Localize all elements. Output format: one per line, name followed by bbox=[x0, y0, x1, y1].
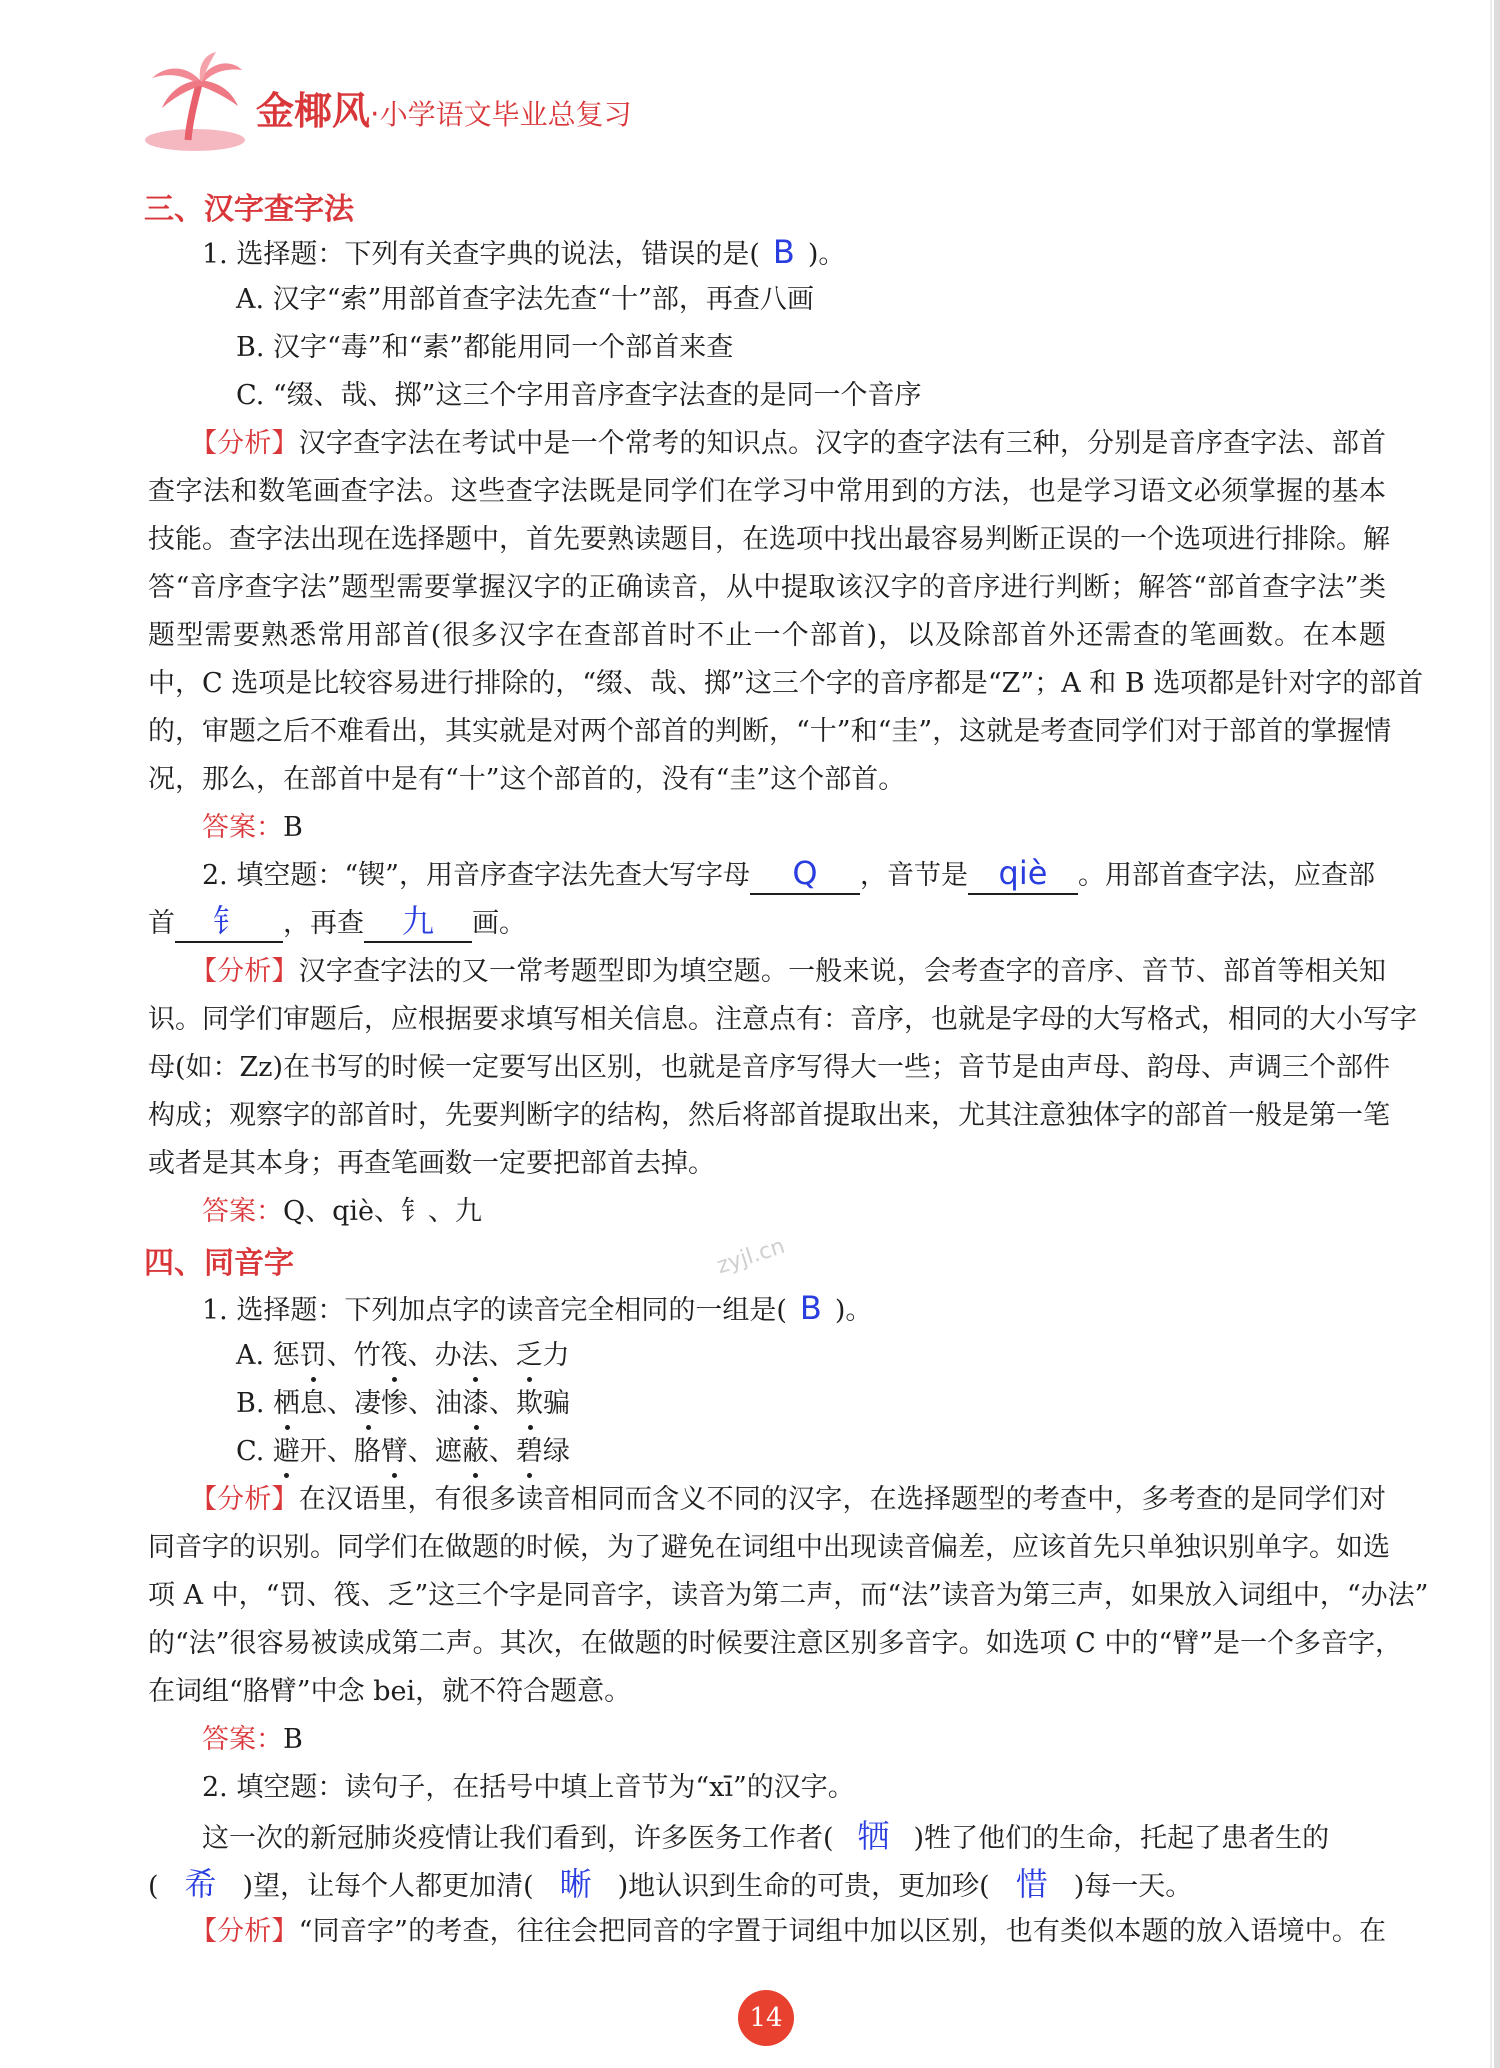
section-title-4: 四、同音字 bbox=[144, 1246, 294, 1281]
analysis-line: 项 A 中，“罚、筏、乏”这三个字是同音字，读音为第二声，而“法”读音为第三声，如果放入词组中，“办法” bbox=[148, 1580, 1429, 1611]
watermark: zyjl.cn bbox=[713, 1233, 788, 1280]
dotted-char: 臂 bbox=[381, 1432, 408, 1472]
option-b: B. 汉字“毒”和“素”都能用同一个部首来查 bbox=[236, 332, 734, 363]
section-title-3: 三、汉字查字法 bbox=[144, 192, 354, 227]
analysis-line: 【分析】在汉语里，有很多读音相同而含义不同的汉字，在选择题型的考查中，多考查的是同学们对 bbox=[190, 1484, 1387, 1515]
dotted-char: 法 bbox=[462, 1336, 489, 1376]
analysis-line: 母(如：Zz)在书写的时候一定要写出区别，也就是音序写得大一些；音节是由声母、韵母、声调三个部件 bbox=[148, 1052, 1391, 1083]
handwritten-answer: 九 bbox=[401, 902, 434, 940]
analysis-line: 况，那么，在部首中是有“十”这个部首的，没有“圭”这个部首。 bbox=[148, 764, 906, 795]
analysis-tag: 【分析】 bbox=[190, 1484, 299, 1515]
option-c: C. “缀、哉、掷”这三个字用音序查字法查的是同一个音序 bbox=[236, 380, 922, 411]
handwritten-answer: qiè bbox=[998, 854, 1048, 892]
dotted-char: 筏 bbox=[381, 1336, 408, 1376]
analysis-line: 构成；观察字的部首时，先要判断字的结构，然后将部首提取出来，尤其注意独体字的部首一般是第一笔 bbox=[148, 1100, 1390, 1131]
question-stem: 1. 选择题：下列有关查字典的说法，错误的是( bbox=[202, 239, 760, 270]
option-a: A. 惩罚、竹筏、办法、乏力 bbox=[236, 1336, 570, 1376]
answer-3-2 bbox=[202, 1192, 482, 1232]
analysis-line: 的“法”很容易被读成第二声。其次，在做题的时候要注意区别多音字。如选项 C 中的“臂”是一个多音字， bbox=[148, 1628, 1403, 1659]
brand-subtitle: 小学语文毕业总复习 bbox=[379, 98, 632, 131]
answer-label: 答案： bbox=[202, 1196, 283, 1227]
option-c: C. 避开、胳臂、遮蔽、碧绿 bbox=[236, 1432, 570, 1472]
analysis-tag: 【分析】 bbox=[190, 428, 299, 459]
blank-4 bbox=[364, 904, 472, 943]
analysis-line: 在词组“胳臂”中念 bei，就不符合题意。 bbox=[148, 1676, 632, 1707]
analysis-line: 题型需要熟悉常用部首(很多汉字在查部首时不止一个部首)，以及除部首外还需查的笔画数。在本题 bbox=[148, 620, 1386, 651]
answer-4-1 bbox=[202, 1720, 303, 1760]
analysis-line: 查字法和数笔画查字法。这些查字法既是同学们在学习中常用到的方法，也是学习语文必须掌握的基本 bbox=[148, 476, 1386, 507]
question-4-2: 2. 填空题：读句子，在括号中填上音节为“xī”的汉字。 bbox=[202, 1772, 855, 1803]
blank-1 bbox=[750, 856, 860, 895]
palm-tree-logo-icon bbox=[140, 52, 250, 152]
question-3-1 bbox=[202, 232, 845, 275]
analysis-line: 【分析】汉字查字法在考试中是一个常考的知识点。汉字的查字法有三种，分别是音序查字法、部首 bbox=[190, 428, 1387, 459]
dotted-char: 漆 bbox=[462, 1384, 489, 1424]
question-stem-end: )。 bbox=[807, 239, 846, 270]
dotted-char: 避 bbox=[273, 1432, 300, 1472]
answer-value: Q、qiè、钅、九 bbox=[283, 1196, 483, 1227]
header bbox=[140, 52, 660, 152]
answer-3-1 bbox=[202, 808, 303, 848]
page-edge-line bbox=[1490, 0, 1492, 2068]
question-4-1: 1. 选择题：下列加点字的读音完全相同的一组是( B )。 bbox=[202, 1289, 873, 1327]
dotted-char: 蔽 bbox=[462, 1432, 489, 1472]
dotted-char: 乏 bbox=[516, 1336, 543, 1376]
answer-label: 答案： bbox=[202, 812, 283, 843]
analysis-line: 的，审题之后不难看出，其实就是对两个部首的判断，“十”和“圭”，这就是考查同学们对于部首的掌握情 bbox=[148, 716, 1392, 747]
dotted-char: 碧 bbox=[516, 1432, 543, 1472]
blank-3 bbox=[175, 904, 283, 943]
handwritten-answer: 希 bbox=[184, 1865, 217, 1903]
dotted-char: 凄 bbox=[354, 1384, 381, 1424]
answer-value: B bbox=[283, 812, 303, 843]
analysis-line: 或者是其本身；再查笔画数一定要把部首去掉。 bbox=[148, 1148, 715, 1179]
question-3-2-cont: 首 钅 ，再查 九 画。 bbox=[148, 904, 526, 944]
analysis-tag: 【分析】 bbox=[190, 956, 299, 987]
question-3-2: 2. 填空题：“锲”，用音序查字法先查大写字母 Q ，音节是 qiè 。用部首查字法，应查部 bbox=[202, 856, 1375, 896]
blank-2 bbox=[968, 856, 1078, 895]
analysis-4-2: 【分析】“同音字”的考查，往往会把同音的字置于词组中加以区别，也有类似本题的放入语境中。在 bbox=[190, 1916, 1386, 1947]
handwritten-answer: B bbox=[772, 233, 795, 271]
dotted-char: 栖 bbox=[273, 1384, 300, 1424]
dotted-char: 罚 bbox=[300, 1336, 327, 1376]
brand-separator: · bbox=[370, 97, 380, 132]
handwritten-answer: Q bbox=[792, 854, 818, 892]
analysis-line: 识。同学们审题后，应根据要求填写相关信息。注意点有：音序，也就是字母的大写格式，相同的大小写字 bbox=[148, 1004, 1417, 1035]
option-b: B. 栖息、凄惨、油漆、欺骗 bbox=[236, 1384, 570, 1424]
analysis-tag: 【分析】 bbox=[190, 1916, 299, 1947]
answer-value: B bbox=[283, 1724, 303, 1755]
analysis-line: 答“音序查字法”题型需要掌握汉字的正确读音，从中提取该汉字的音序进行判断；解答“部首查字法”类 bbox=[148, 572, 1386, 603]
analysis-line: 中，C 选项是比较容易进行排除的，“缀、哉、掷”这三个字的音序都是“Z”；A 和 B 选项都是针对字的部首 bbox=[148, 668, 1424, 699]
analysis-line: 技能。查字法出现在选择题中，首先要熟读题目，在选项中找出最容易判断正误的一个选项进行排除。解 bbox=[148, 524, 1390, 555]
sentence-line-1: 这一次的新冠肺炎疫情让我们看到，许多医务工作者( 牺 )牲了他们的生命，托起了患者生的 bbox=[202, 1817, 1330, 1855]
option-a: A. 汉字“索”用部首查字法先查“十”部，再查八画 bbox=[236, 284, 814, 315]
brand-name: 金椰风 bbox=[256, 89, 371, 133]
handwritten-answer: 惜 bbox=[1015, 1865, 1048, 1903]
handwritten-answer: B bbox=[799, 1289, 822, 1327]
handwritten-answer: 牺 bbox=[857, 1817, 890, 1855]
page-edge bbox=[1494, 0, 1500, 2068]
handwritten-answer: 钅 bbox=[212, 902, 245, 940]
page-number: 14 bbox=[738, 1990, 794, 2046]
answer-label: 答案： bbox=[202, 1724, 283, 1755]
handwritten-answer: 晰 bbox=[559, 1865, 592, 1903]
sentence-line-2: ( 希 )望，让每个人都更加清( 晰 )地认识到生命的可贵，更加珍( 惜 )每一天。 bbox=[148, 1865, 1193, 1903]
dotted-char: 欺 bbox=[516, 1384, 543, 1424]
analysis-line: 【分析】汉字查字法的又一常考题型即为填空题。一般来说，会考查字的音序、音节、部首等相关知 bbox=[190, 956, 1387, 987]
analysis-line: 同音字的识别。同学们在做题的时候，为了避免在词组中出现读音偏差，应该首先只单独识别单字。如选 bbox=[148, 1532, 1390, 1563]
